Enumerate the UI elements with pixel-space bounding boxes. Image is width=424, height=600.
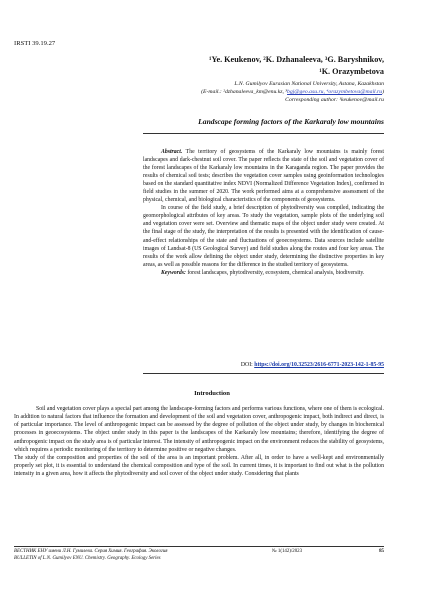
abstract-text-1: The territory of geosystems of the Karkaraly low mountains is mainly forest landscapes and dark-chestnut soil cover. The paper reflects the state of the soil and vegetation cover of the forest landscapes of the Karkaraly low mountains in the Karaganda region. The paper provides the results of chemical soil tests; describes the vegetation cover samples using geoinformation technologies based on the standard quantitative index NDVI (Normalized Difference Vegetation Index), confirmed in field studies in the summer of 2020. The work performed aims at a comprehensive assessment of the physical, chemical, and biological characteristics of the components of geosystems. xyxy=(143,149,384,204)
keywords-label: Keywords: xyxy=(161,269,186,276)
introduction-body xyxy=(14,405,384,478)
email-link[interactable]: bgj@geo.asu.ru, ⁴orazymbetova@mail.ru xyxy=(287,89,383,96)
abstract-label: Abstract. xyxy=(161,149,183,155)
footer-divider xyxy=(14,546,384,547)
keywords-text: forest landscapes, phytodiversity, ecosystem, chemical analysis, biodiversity. xyxy=(185,269,365,276)
abstract-block xyxy=(143,148,384,277)
page-number: 85 xyxy=(379,549,384,554)
page-footer xyxy=(14,549,384,562)
corresponding-author: Corresponding author: ¹keukenov@mail.ru xyxy=(285,97,384,104)
author-list xyxy=(209,54,384,77)
author-line-2: ¹K. Orazymbetova xyxy=(319,66,384,76)
affiliation-university: L.N. Gumilyov Eurasian National University, Astana, Kazakhstan xyxy=(234,81,384,87)
affiliation-emails xyxy=(201,88,384,96)
irsti-code: IRSTI 39.19.27 xyxy=(14,40,56,47)
doi-prefix: DOI: xyxy=(240,362,255,368)
email-suffix: ) xyxy=(382,89,384,96)
doi-line xyxy=(241,362,384,368)
title-divider xyxy=(143,133,384,134)
section-heading-introduction: Introduction xyxy=(194,390,230,397)
journal-name-en: BULLETIN of L.N. Gumilyov ENU. Chemistry. Geography. Ecology Series xyxy=(14,555,161,561)
intro-paragraph-1: Soil and vegetation cover plays a special part among the landscape-forming factors and performs various functions, where one of them is ecological. In addition to natural factors that influence the formation and development of the soil and vegetation cover, anthropogenic impact, both indirect and direct, is of particular importance. The level of anthropogenic impact can be assessed by the degree of pollution of the object under study, by changes in biochemical processes in geoecosystems. The object under study in this paper is the landscapes of the Karkaraly low mountains; therefore, identifying the degree of anthropogenic impact on the study area is of particular interest. The intensity of anthropogenic impact on the environment reduces the stability of geosystems, which requires a periodic monitoring of the territory to determine positive or negative changes. xyxy=(14,406,384,453)
article-title: Landscape forming factors of the Karkaraly low mountains xyxy=(198,117,384,126)
keywords-paragraph xyxy=(143,269,384,277)
journal-name-ru: ВЕСТНИК ЕНУ имени Л.Н. Гумилева. Серия Химия. География. Экология xyxy=(14,549,168,554)
affiliation-block xyxy=(201,80,384,105)
abstract-paragraph-2: In course of the field study, a brief description of phytodiversity was compiled, indicating the geomorphological attributes of key areas. To study the vegetation, sample plots of the underlying soil and vegetation cover were set. Overview and thematic maps of the object under study were created. At the final stage of the study, the interpretation of the results is presented with the identification of cause-and-effect relationships of the state and fluctuations of geoecosystems. Data sources include satellite images of Landsat-8 (US Geological Survey) and field studies along the routes and four key areas. The results of the work allow defining the object under study, determining the distinctive properties in key areas, as well as possible reasons for the difference in the studied territory of geosystems. xyxy=(143,205,384,268)
abstract-divider xyxy=(143,373,384,374)
email-prefix: (E-mail.: ²dzhanaleeva_km@enu.kz, ³ xyxy=(201,89,288,96)
issue-number: № 1(142)/2023 xyxy=(272,549,303,554)
doi-link[interactable]: https://doi.org/10.32523/2616-6771-2023-142-1-85-95 xyxy=(254,362,384,368)
abstract-paragraph-1 xyxy=(143,148,384,204)
intro-paragraph-2: The study of the composition and properties of the soil of the area is an important problem. After all, in order to have a well-kept and environmentally properly set plot, it is essential to understand the chemical composition and type of the soil. In current times, it is important to find out what is the pollution intensity in a given area, how it affects the phytodiversity and soil cover of the object under study. Considering that plants xyxy=(14,454,384,478)
author-line-1: ¹Ye. Keukenov, ²K. Dzhanaleeva, ³G. Baryshnikov, xyxy=(209,55,384,64)
